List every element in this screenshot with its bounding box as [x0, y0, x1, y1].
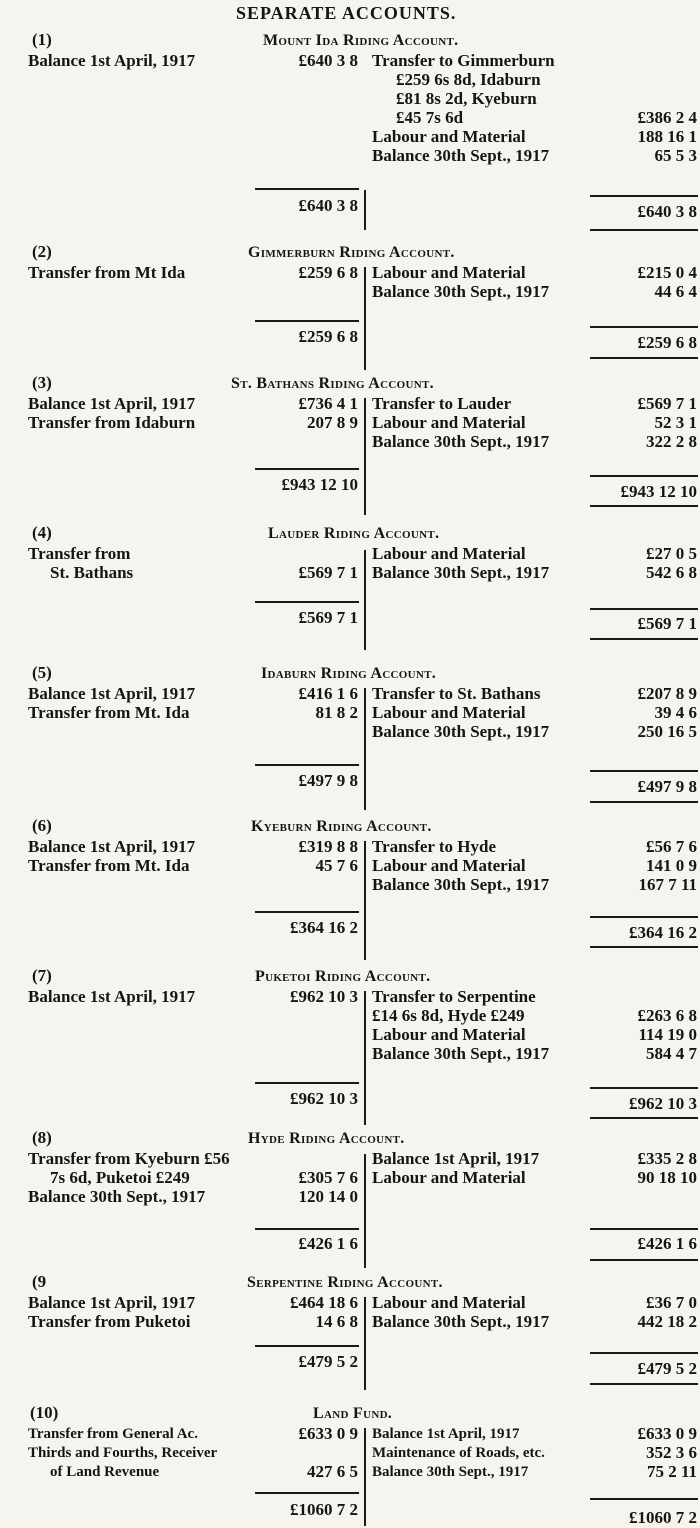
left-entry-label: Thirds and Fourths, Receiver: [28, 1445, 218, 1461]
left-entry-amount: £416 1 6: [298, 684, 358, 703]
left-entry-amount: £464 18 6: [290, 1293, 358, 1312]
left-entry-amount: £736 4 1: [298, 394, 358, 413]
right-total-rule: [590, 916, 698, 918]
column-divider: [364, 190, 366, 230]
right-entry-label: Labour and Material: [372, 703, 526, 722]
column-divider: [364, 688, 366, 810]
left-total: £943 12 10: [281, 475, 358, 494]
right-entry-amount: 141 0 9: [646, 856, 697, 875]
left-entry-amount: 45 7 6: [315, 856, 358, 875]
left-total: £497 9 8: [298, 771, 358, 790]
right-total: £962 10 3: [629, 1094, 697, 1113]
right-total-underline: [590, 1259, 698, 1261]
right-entry-label: Balance 30th Sept., 1917: [372, 282, 550, 301]
left-entry-amount: £962 10 3: [290, 987, 358, 1006]
right-entry-amount: £27 0 5: [646, 544, 697, 563]
left-total-rule: [255, 1082, 359, 1084]
left-total-rule: [255, 911, 359, 913]
right-total-underline: [590, 638, 698, 640]
right-total-underline: [590, 357, 698, 359]
left-total: £640 3 8: [298, 196, 358, 215]
right-entry-amount: 65 5 3: [654, 146, 697, 165]
right-entry-amount: 188 16 1: [637, 127, 697, 146]
right-entry-amount: 442 18 2: [637, 1312, 697, 1331]
section-number: (3): [32, 373, 52, 392]
right-entry-label: £81 8s 2d, Kyeburn: [396, 89, 537, 108]
section-number: (2): [32, 242, 52, 261]
right-entry-label: Transfer to Hyde: [372, 837, 497, 856]
right-total-rule: [590, 608, 698, 610]
right-total-rule: [590, 1228, 698, 1230]
column-divider: [364, 1428, 366, 1526]
right-entry-label: Transfer to Serpentine: [372, 987, 536, 1006]
left-entry-amount: £319 8 8: [298, 837, 358, 856]
left-total: £364 16 2: [290, 918, 358, 937]
section-heading: Gimmerburn Riding Account.: [248, 244, 455, 261]
right-total: £1060 7 2: [629, 1508, 697, 1527]
right-total-underline: [590, 801, 698, 803]
column-divider: [364, 841, 366, 960]
left-entry-label: Transfer from Mt. Ida: [28, 856, 190, 875]
page-title: SEPARATE ACCOUNTS.: [236, 3, 457, 23]
column-divider: [364, 398, 366, 515]
right-entry-amount: £215 0 4: [637, 263, 697, 282]
right-entry-label: Balance 30th Sept., 1917: [372, 563, 550, 582]
right-entry-amount: £386 2 4: [637, 108, 697, 127]
left-total: £962 10 3: [290, 1089, 358, 1108]
left-entry-amount: 14 6 8: [315, 1312, 358, 1331]
right-entry-label: Labour and Material: [372, 856, 526, 875]
left-total-rule: [255, 1228, 359, 1230]
section-number: (8): [32, 1128, 52, 1147]
left-entry-label: Transfer from Idaburn: [28, 413, 196, 432]
right-entry-amount: £633 0 9: [637, 1424, 697, 1443]
right-entry-amount: £56 7 6: [646, 837, 697, 856]
column-divider: [364, 267, 366, 370]
right-entry-amount: 44 6 4: [654, 282, 697, 301]
left-entry-amount: £305 7 6: [298, 1168, 358, 1187]
section-number: (4): [32, 523, 52, 542]
right-entry-amount: £207 8 9: [637, 684, 697, 703]
right-total-rule: [590, 326, 698, 328]
left-entry-amount: £633 0 9: [298, 1424, 358, 1443]
right-entry-label: £14 6s 8d, Hyde £249: [372, 1006, 525, 1025]
right-total: £259 6 8: [637, 333, 697, 352]
left-entry-label: Balance 1st April, 1917: [28, 1293, 196, 1312]
right-entry-label: Maintenance of Roads, etc.: [372, 1445, 545, 1461]
section-heading: Land Fund.: [313, 1405, 393, 1422]
section-heading: St. Bathans Riding Account.: [231, 375, 434, 392]
column-divider: [364, 1297, 366, 1390]
right-total: £426 1 6: [637, 1234, 697, 1253]
right-entry-amount: 90 18 10: [637, 1168, 697, 1187]
left-entry-label: Transfer from Puketoi: [28, 1312, 191, 1331]
left-entry-label: Transfer from Kyeburn £56: [28, 1149, 230, 1168]
section-number: (1): [32, 30, 52, 49]
right-entry-label: Balance 30th Sept., 1917: [372, 722, 550, 741]
right-total-rule: [590, 195, 698, 197]
right-entry-amount: 322 2 8: [646, 432, 697, 451]
section-heading: Lauder Riding Account.: [268, 525, 440, 542]
right-total: £569 7 1: [637, 614, 697, 633]
right-total: £943 12 10: [620, 482, 697, 501]
right-total-underline: [590, 1117, 698, 1119]
right-total-underline: [590, 505, 698, 507]
left-entry-amount: 81 8 2: [315, 703, 358, 722]
left-entry-label: St. Bathans: [50, 563, 134, 582]
section-heading: Puketoi Riding Account.: [255, 968, 431, 985]
column-divider: [364, 550, 366, 650]
right-total: £364 16 2: [629, 923, 697, 942]
right-entry-amount: 52 3 1: [654, 413, 697, 432]
right-entry-label: Labour and Material: [372, 544, 526, 563]
left-total: £479 5 2: [298, 1352, 358, 1371]
right-entry-label: Balance 30th Sept., 1917: [372, 1044, 550, 1063]
left-entry-label: Balance 1st April, 1917: [28, 837, 196, 856]
right-entry-amount: £569 7 1: [637, 394, 697, 413]
left-total: £1060 7 2: [290, 1500, 358, 1519]
left-entry-amount: £259 6 8: [298, 263, 358, 282]
right-entry-label: Labour and Material: [372, 127, 526, 146]
left-entry-label: Balance 1st April, 1917: [28, 51, 196, 70]
section-heading: Serpentine Riding Account.: [247, 1274, 443, 1291]
right-entry-amount: 250 16 5: [637, 722, 697, 741]
left-entry-label: Balance 1st April, 1917: [28, 394, 196, 413]
left-total-rule: [255, 764, 359, 766]
left-total-rule: [255, 1492, 359, 1494]
right-entry-label: Labour and Material: [372, 263, 526, 282]
left-entry-amount: £569 7 1: [298, 563, 358, 582]
right-entry-label: Balance 30th Sept., 1917: [372, 146, 550, 165]
left-entry-amount: £640 3 8: [298, 51, 358, 70]
right-total-rule: [590, 1498, 698, 1500]
left-entry-label: Balance 1st April, 1917: [28, 684, 196, 703]
right-entry-amount: 75 2 11: [646, 1462, 697, 1481]
right-entry-label: Balance 1st April, 1917: [372, 1426, 520, 1442]
left-entry-label: Transfer from: [28, 544, 131, 563]
left-entry-label: Transfer from Mt. Ida: [28, 703, 190, 722]
right-entry-label: £45 7s 6d: [396, 108, 464, 127]
section-heading: Hyde Riding Account.: [248, 1130, 405, 1147]
right-entry-label: Balance 30th Sept., 1917: [372, 1312, 550, 1331]
right-total: £640 3 8: [637, 202, 697, 221]
left-total: £259 6 8: [298, 327, 358, 346]
left-entry-amount: 427 6 5: [307, 1462, 358, 1481]
right-entry-label: Labour and Material: [372, 1168, 526, 1187]
left-total-rule: [255, 320, 359, 322]
section-number: (9: [32, 1272, 47, 1291]
right-total-rule: [590, 1352, 698, 1354]
left-entry-label: of Land Revenue: [50, 1464, 160, 1480]
left-entry-amount: 120 14 0: [298, 1187, 358, 1206]
right-entry-label: Balance 1st April, 1917: [372, 1149, 540, 1168]
right-entry-amount: 167 7 11: [638, 875, 697, 894]
section-number: (6): [32, 816, 52, 835]
left-entry-label: Balance 1st April, 1917: [28, 987, 196, 1006]
left-entry-label: Balance 30th Sept., 1917: [28, 1187, 206, 1206]
section-heading: Idaburn Riding Account.: [261, 665, 437, 682]
right-total: £497 9 8: [637, 777, 697, 796]
section-number: (10): [30, 1403, 59, 1422]
right-entry-label: Labour and Material: [372, 1293, 526, 1312]
left-entry-amount: 207 8 9: [307, 413, 358, 432]
right-total-rule: [590, 1087, 698, 1089]
left-total-rule: [255, 468, 359, 470]
section-number: (7): [32, 966, 52, 985]
left-entry-label: Transfer from General Ac.: [28, 1426, 198, 1442]
right-entry-label: Transfer to Gimmerburn: [372, 51, 555, 70]
right-entry-amount: 114 19 0: [638, 1025, 697, 1044]
right-entry-label: Labour and Material: [372, 1025, 526, 1044]
right-total-rule: [590, 770, 698, 772]
section-heading: Kyeburn Riding Account.: [251, 818, 432, 835]
left-total: £569 7 1: [298, 608, 358, 627]
right-entry-amount: £335 2 8: [637, 1149, 697, 1168]
right-total-underline: [590, 229, 698, 231]
right-entry-label: Balance 30th Sept., 1917: [372, 875, 550, 894]
right-entry-label: Labour and Material: [372, 413, 526, 432]
right-entry-label: Transfer to Lauder: [372, 394, 512, 413]
left-entry-label: 7s 6d, Puketoi £249: [50, 1168, 190, 1187]
right-entry-amount: £36 7 0: [646, 1293, 697, 1312]
right-entry-amount: 584 4 7: [646, 1044, 697, 1063]
left-total-rule: [255, 188, 359, 190]
section-heading: Mount Ida Riding Account.: [263, 32, 459, 49]
column-divider: [364, 991, 366, 1125]
right-entry-label: Balance 30th Sept., 1917: [372, 432, 550, 451]
right-entry-amount: 542 6 8: [646, 563, 697, 582]
right-total-underline: [590, 1383, 698, 1385]
right-entry-label: £259 6s 8d, Idaburn: [396, 70, 541, 89]
right-total-underline: [590, 946, 698, 948]
column-divider: [364, 1154, 366, 1268]
right-total-rule: [590, 475, 698, 477]
left-total: £426 1 6: [298, 1234, 358, 1253]
right-entry-amount: £263 6 8: [637, 1006, 697, 1025]
section-number: (5): [32, 663, 52, 682]
right-entry-amount: 352 3 6: [646, 1443, 697, 1462]
right-entry-label: Balance 30th Sept., 1917: [372, 1464, 529, 1480]
right-total: £479 5 2: [637, 1359, 697, 1378]
left-total-rule: [255, 1345, 359, 1347]
right-entry-label: Transfer to St. Bathans: [372, 684, 541, 703]
left-entry-label: Transfer from Mt Ida: [28, 263, 186, 282]
right-entry-amount: 39 4 6: [654, 703, 697, 722]
left-total-rule: [255, 601, 359, 603]
